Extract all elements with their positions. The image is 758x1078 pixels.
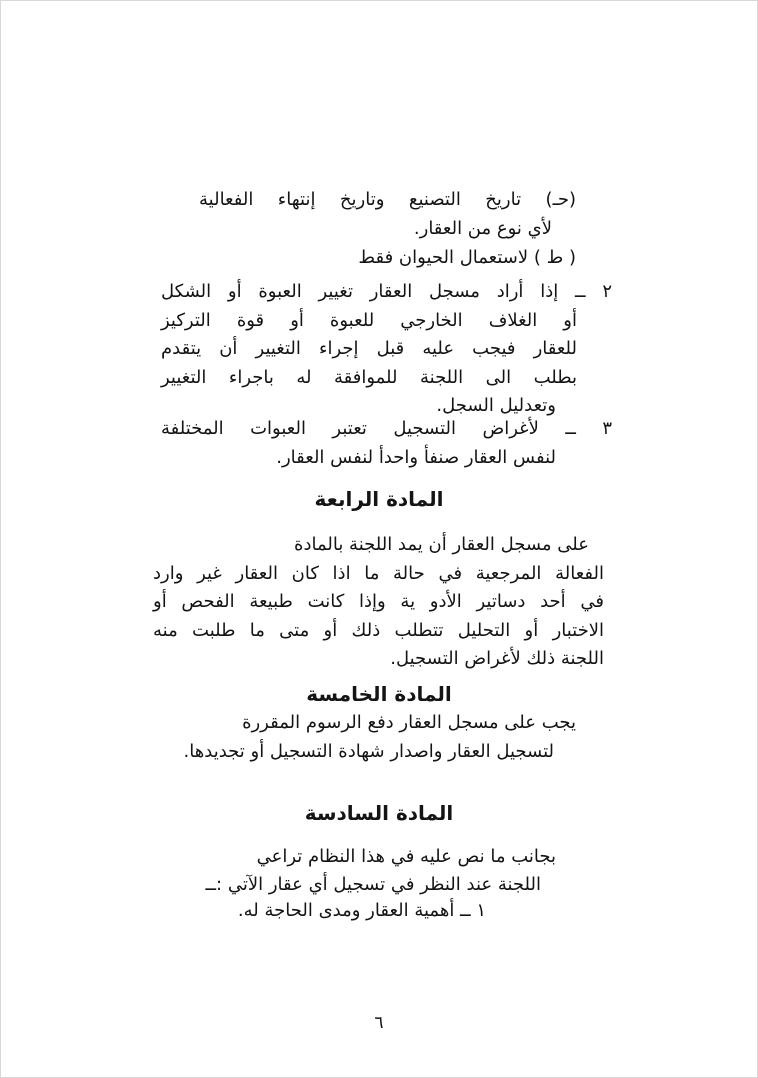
text-line: في أحد دساتير الأدو ية وإذا كانت طبيعة الفحص أو [153, 591, 604, 612]
sub-item-t [199, 244, 576, 273]
text-line: لنفس العقار صنفأ واحدأ لنفس العقار. [276, 446, 556, 468]
article-6-item-1: ١ ــ أهمية العقار ومدى الحاجة له. [237, 900, 486, 921]
article-5-paragraph [179, 709, 576, 766]
text-line: أو الغلاف الخارجي للعبوة أو قوة التركيز [161, 309, 577, 331]
text-line: (حـ) تاريخ التصنيع وتاريخ إنتهاء الفعالية [199, 189, 576, 210]
article-heading-5: المادة الخامسة [306, 682, 452, 706]
text-line: ٣ ــ لأغراض التسجيل تعتبر العبوات المختلفة [161, 418, 612, 439]
article-6-line-1: بجانب ما نص عليه في هذا النظام تراعي [256, 846, 556, 867]
text-line: اللجنة ذلك لأغراض التسجيل. [390, 648, 604, 669]
sub-item-h [199, 186, 576, 243]
text-line: الفعالة المرجعية في حالة ما اذا كان العقار غير وارد [153, 562, 604, 584]
article-6-line-2: اللجنة عند النظر في تسجيل أي عقار الآتي :ــ [205, 874, 541, 895]
page-number: ٦ [374, 1013, 384, 1033]
text-line: يجب على مسجل العقار دفع الرسوم المقررة [242, 712, 576, 733]
text-line: للعقار فيجب عليه قبل إجراء التغيير أن يتقدم [161, 338, 577, 359]
text-line: على مسجل العقار أن يمد اللجنة بالمادة [294, 534, 589, 555]
text-line: ٢ ــ إذا أراد مسجل العقار تغيير العبوة أو الشكل [161, 281, 612, 302]
numbered-item-3 [161, 415, 612, 472]
text-line: بطلب الى اللجنة للموافقة له باجراء التغيير [161, 366, 577, 388]
article-4-paragraph [153, 531, 604, 674]
text-line: لأي نوع من العقار. [413, 217, 552, 239]
text-line: الاختبار أو التحليل تتطلب ذلك أو متى ما طلبت منه [153, 619, 604, 641]
text-line: لتسجيل العقار واصدار شهادة التسجيل أو تجديدها. [183, 740, 554, 762]
text-line: ( ط ) لاستعمال الحيوان فقط [358, 247, 576, 268]
article-heading-6: المادة السادسة [304, 801, 454, 825]
text-line: وتعدليل السجل. [436, 395, 556, 416]
article-heading-4: المادة الرابعة [314, 487, 444, 511]
numbered-item-2 [161, 278, 612, 421]
